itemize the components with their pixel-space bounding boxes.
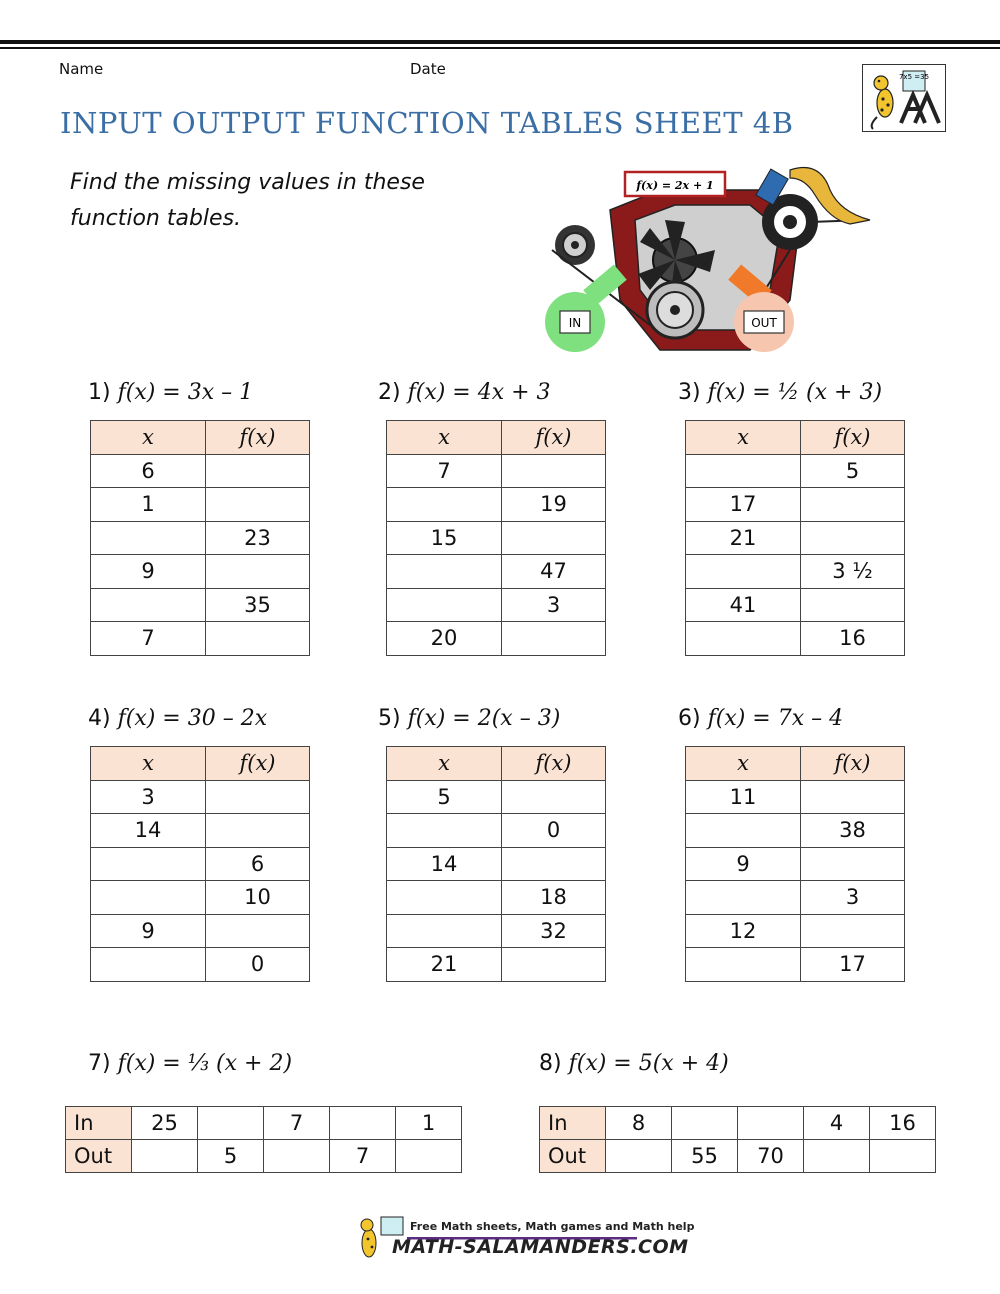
fx-cell bbox=[206, 622, 310, 656]
column-header-x: x bbox=[686, 747, 801, 781]
function-table-1 bbox=[90, 420, 310, 656]
table-row bbox=[387, 588, 606, 622]
in-row bbox=[540, 1107, 936, 1140]
question-6-label bbox=[678, 706, 843, 731]
column-header-x: x bbox=[387, 747, 502, 781]
fx-cell bbox=[206, 814, 310, 848]
question-number: 3) bbox=[678, 380, 701, 405]
function-rule: f(x) = 3x – 1 bbox=[117, 380, 254, 405]
out-cell bbox=[870, 1140, 936, 1173]
x-cell bbox=[91, 588, 206, 622]
logo-board-text: 7x5 =35 bbox=[898, 73, 930, 81]
fx-cell: 19 bbox=[502, 488, 606, 522]
fx-cell: 32 bbox=[502, 914, 606, 948]
out-cell: 70 bbox=[738, 1140, 804, 1173]
table-row bbox=[387, 521, 606, 555]
fx-cell bbox=[502, 521, 606, 555]
fx-cell: 6 bbox=[206, 847, 310, 881]
x-cell: 20 bbox=[387, 622, 502, 656]
page-title: INPUT OUTPUT FUNCTION TABLES SHEET 4B bbox=[60, 106, 794, 140]
in-cell: 8 bbox=[606, 1107, 672, 1140]
top-rule-thin bbox=[0, 47, 1000, 49]
fx-cell: 5 bbox=[801, 454, 905, 488]
in-cell bbox=[198, 1107, 264, 1140]
fx-cell bbox=[206, 555, 310, 589]
table-row bbox=[686, 488, 905, 522]
table-row bbox=[387, 814, 606, 848]
table-row bbox=[91, 780, 310, 814]
x-cell bbox=[686, 881, 801, 915]
top-rule-thick bbox=[0, 40, 1000, 44]
table-row bbox=[686, 948, 905, 982]
x-cell: 9 bbox=[686, 847, 801, 881]
x-cell: 12 bbox=[686, 914, 801, 948]
x-cell bbox=[387, 555, 502, 589]
table-row bbox=[387, 488, 606, 522]
engine-out-label: OUT bbox=[751, 316, 777, 330]
function-table-3 bbox=[685, 420, 905, 656]
in-cell bbox=[738, 1107, 804, 1140]
x-cell: 21 bbox=[686, 521, 801, 555]
function-engine-illustration bbox=[540, 150, 880, 360]
fx-cell: 0 bbox=[206, 948, 310, 982]
table-row bbox=[686, 622, 905, 656]
in-out-table-7 bbox=[65, 1106, 462, 1173]
fx-cell bbox=[502, 847, 606, 881]
question-number: 5) bbox=[378, 706, 401, 731]
salamander-logo bbox=[862, 64, 946, 132]
in-out-table-8 bbox=[539, 1106, 936, 1173]
fx-cell bbox=[801, 488, 905, 522]
in-header: In bbox=[66, 1107, 132, 1140]
table-row bbox=[91, 847, 310, 881]
x-cell: 15 bbox=[387, 521, 502, 555]
table-row bbox=[686, 521, 905, 555]
fx-cell: 3 ½ bbox=[801, 555, 905, 589]
table-row bbox=[91, 622, 310, 656]
fx-cell bbox=[502, 948, 606, 982]
engine-in-label: IN bbox=[568, 316, 582, 330]
fx-cell bbox=[801, 521, 905, 555]
out-cell: 7 bbox=[330, 1140, 396, 1173]
function-rule: f(x) = 7x – 4 bbox=[707, 706, 844, 731]
function-rule: f(x) = 5(x + 4) bbox=[568, 1051, 729, 1076]
column-header-x: x bbox=[91, 421, 206, 455]
x-cell bbox=[91, 521, 206, 555]
x-cell bbox=[387, 488, 502, 522]
table-row bbox=[91, 914, 310, 948]
x-cell bbox=[686, 948, 801, 982]
column-header-x: x bbox=[91, 747, 206, 781]
x-cell bbox=[686, 622, 801, 656]
fx-cell: 47 bbox=[502, 555, 606, 589]
column-header-fx: f(x) bbox=[801, 421, 905, 455]
out-cell bbox=[804, 1140, 870, 1173]
in-cell: 25 bbox=[132, 1107, 198, 1140]
question-8-label bbox=[539, 1051, 729, 1076]
x-cell bbox=[91, 847, 206, 881]
table-row bbox=[387, 948, 606, 982]
table-row bbox=[91, 588, 310, 622]
in-cell: 7 bbox=[264, 1107, 330, 1140]
fx-cell bbox=[502, 454, 606, 488]
table-row bbox=[387, 847, 606, 881]
question-number: 2) bbox=[378, 380, 401, 405]
fx-cell: 16 bbox=[801, 622, 905, 656]
x-cell bbox=[686, 814, 801, 848]
fx-cell: 3 bbox=[502, 588, 606, 622]
table-row bbox=[91, 948, 310, 982]
column-header-fx: f(x) bbox=[502, 421, 606, 455]
out-cell bbox=[396, 1140, 462, 1173]
fx-cell bbox=[801, 914, 905, 948]
fx-cell bbox=[801, 588, 905, 622]
x-cell: 11 bbox=[686, 780, 801, 814]
in-cell bbox=[672, 1107, 738, 1140]
column-header-fx: f(x) bbox=[801, 747, 905, 781]
x-cell: 21 bbox=[387, 948, 502, 982]
x-cell: 7 bbox=[387, 454, 502, 488]
table-row bbox=[91, 488, 310, 522]
in-cell: 4 bbox=[804, 1107, 870, 1140]
table-row bbox=[686, 454, 905, 488]
fx-cell: 17 bbox=[801, 948, 905, 982]
footer-site-name[interactable]: MATH-SALAMANDERS.COM bbox=[392, 1236, 689, 1258]
fx-cell: 18 bbox=[502, 881, 606, 915]
x-cell: 1 bbox=[91, 488, 206, 522]
question-5-label bbox=[378, 706, 560, 731]
question-4-label bbox=[88, 706, 267, 731]
x-cell bbox=[686, 454, 801, 488]
question-number: 7) bbox=[88, 1051, 111, 1076]
question-number: 8) bbox=[539, 1051, 562, 1076]
table-row bbox=[91, 555, 310, 589]
fx-cell bbox=[502, 780, 606, 814]
function-rule: f(x) = 4x + 3 bbox=[407, 380, 551, 405]
out-cell: 5 bbox=[198, 1140, 264, 1173]
fx-cell bbox=[206, 488, 310, 522]
x-cell bbox=[387, 881, 502, 915]
in-cell bbox=[330, 1107, 396, 1140]
question-7-label bbox=[88, 1051, 292, 1076]
table-row bbox=[91, 454, 310, 488]
in-header: In bbox=[540, 1107, 606, 1140]
x-cell: 41 bbox=[686, 588, 801, 622]
table-row bbox=[387, 555, 606, 589]
table-row bbox=[91, 881, 310, 915]
fx-cell: 38 bbox=[801, 814, 905, 848]
x-cell: 7 bbox=[91, 622, 206, 656]
out-cell bbox=[264, 1140, 330, 1173]
fx-cell bbox=[502, 622, 606, 656]
question-1-label bbox=[88, 380, 253, 405]
function-rule: f(x) = 30 – 2x bbox=[117, 706, 268, 731]
function-rule: f(x) = ½ (x + 3) bbox=[707, 380, 883, 405]
x-cell: 17 bbox=[686, 488, 801, 522]
engine-function-label: f(x) = 2x + 1 bbox=[636, 179, 714, 192]
table-row bbox=[387, 622, 606, 656]
salamander-icon bbox=[361, 1219, 376, 1257]
x-cell bbox=[387, 588, 502, 622]
x-cell: 14 bbox=[387, 847, 502, 881]
column-header-fx: f(x) bbox=[502, 747, 606, 781]
x-cell: 9 bbox=[91, 914, 206, 948]
table-row bbox=[91, 814, 310, 848]
fx-cell: 35 bbox=[206, 588, 310, 622]
table-row bbox=[686, 814, 905, 848]
question-number: 6) bbox=[678, 706, 701, 731]
in-cell: 1 bbox=[396, 1107, 462, 1140]
fx-cell: 3 bbox=[801, 881, 905, 915]
x-cell: 9 bbox=[91, 555, 206, 589]
table-row bbox=[686, 914, 905, 948]
fx-cell bbox=[206, 454, 310, 488]
column-header-fx: f(x) bbox=[206, 747, 310, 781]
table-row bbox=[387, 454, 606, 488]
table-row bbox=[387, 780, 606, 814]
name-label: Name bbox=[59, 60, 104, 78]
x-cell: 3 bbox=[91, 780, 206, 814]
table-row bbox=[686, 555, 905, 589]
fx-cell bbox=[801, 780, 905, 814]
function-rule: f(x) = 2(x – 3) bbox=[407, 706, 561, 731]
out-header: Out bbox=[540, 1140, 606, 1173]
function-rule: f(x) = ⅓ (x + 2) bbox=[117, 1051, 293, 1076]
in-row bbox=[66, 1107, 462, 1140]
out-row bbox=[66, 1140, 462, 1173]
x-cell bbox=[91, 881, 206, 915]
function-table-4 bbox=[90, 746, 310, 982]
column-header-x: x bbox=[686, 421, 801, 455]
column-header-fx: f(x) bbox=[206, 421, 310, 455]
question-2-label bbox=[378, 380, 551, 405]
table-row bbox=[387, 914, 606, 948]
table-row bbox=[686, 847, 905, 881]
function-table-6 bbox=[685, 746, 905, 982]
in-cell: 16 bbox=[870, 1107, 936, 1140]
x-cell bbox=[387, 914, 502, 948]
column-header-x: x bbox=[387, 421, 502, 455]
date-label: Date bbox=[410, 60, 446, 78]
fx-cell: 0 bbox=[502, 814, 606, 848]
question-number: 4) bbox=[88, 706, 111, 731]
x-cell bbox=[91, 948, 206, 982]
out-header: Out bbox=[66, 1140, 132, 1173]
out-cell bbox=[132, 1140, 198, 1173]
x-cell: 6 bbox=[91, 454, 206, 488]
x-cell: 5 bbox=[387, 780, 502, 814]
table-row bbox=[686, 588, 905, 622]
x-cell bbox=[387, 814, 502, 848]
table-row bbox=[686, 881, 905, 915]
footer-tagline: Free Math sheets, Math games and Math help bbox=[410, 1220, 695, 1233]
table-row bbox=[91, 521, 310, 555]
table-row bbox=[387, 881, 606, 915]
fx-cell: 23 bbox=[206, 521, 310, 555]
function-table-5 bbox=[386, 746, 606, 982]
question-3-label bbox=[678, 380, 882, 405]
fx-cell bbox=[801, 847, 905, 881]
x-cell: 14 bbox=[91, 814, 206, 848]
out-cell: 55 bbox=[672, 1140, 738, 1173]
instructions: Find the missing values in these function tables. bbox=[70, 170, 425, 231]
out-row bbox=[540, 1140, 936, 1173]
fx-cell bbox=[206, 780, 310, 814]
table-row bbox=[686, 780, 905, 814]
x-cell bbox=[686, 555, 801, 589]
fx-cell: 10 bbox=[206, 881, 310, 915]
fx-cell bbox=[206, 914, 310, 948]
out-cell bbox=[606, 1140, 672, 1173]
salamander-icon bbox=[872, 76, 893, 129]
question-number: 1) bbox=[88, 380, 111, 405]
function-table-2 bbox=[386, 420, 606, 656]
